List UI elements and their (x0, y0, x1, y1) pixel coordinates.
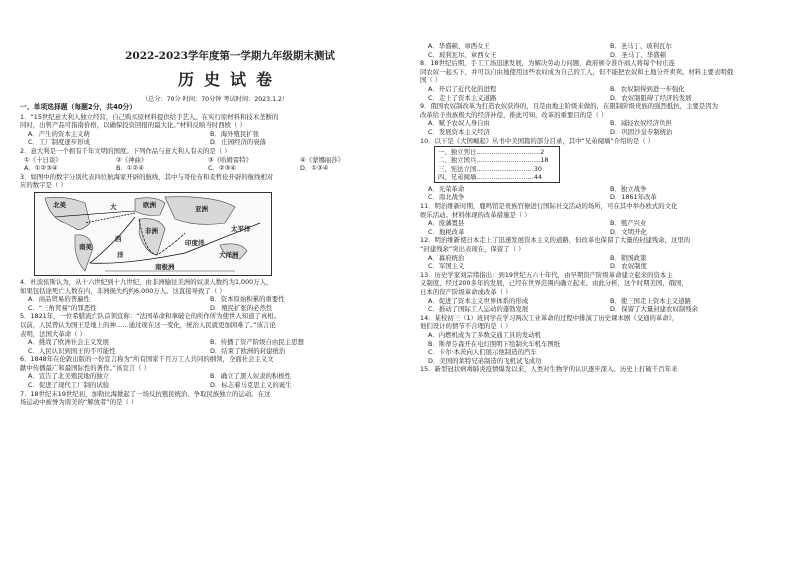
map-label: 南美 (79, 242, 92, 251)
toc-entry: 四、兄弟阋墙………………………44 (438, 172, 542, 181)
q2-choice: A．①②③④ (24, 164, 58, 173)
q11-option-d: D．文明开化 (610, 227, 647, 236)
q7-line: 场运动中被誉为南美的“解放者”的是（ ） (20, 398, 138, 407)
q11-line: 11．明治维新时期，鹿鸣馆是贵族官僚进行国际社交活动的场所，可在其中举办欧式的文化 (420, 202, 678, 211)
q8-option-b: B．农奴制得到进一步强化 (610, 84, 685, 93)
q14-option-c: C．卡尔·本茨向人们展示他制造的汽车 (428, 348, 537, 357)
q4-option-d: D．殖民扩张的必然性 (210, 303, 273, 312)
q5-option-d: D．结束了欧洲的封建统治 (210, 346, 286, 355)
q10-option-c: C．南北战争 (428, 193, 465, 202)
q11-option-c: C．地税改革 (428, 227, 465, 236)
q12-option-d: D．农奴制度 (610, 262, 647, 271)
q8-line: 国（ ） (420, 76, 442, 85)
q6-option-b: B．确立了黑人奴隶的积极性 (210, 372, 292, 381)
q4-line: 4．杜波依斯认为，从十六世纪到十九世纪，由非洲输往美洲的奴隶人数约为1,000万人， (20, 277, 273, 286)
map-label: 太平洋 (231, 224, 251, 233)
q4-option-a: A．商品贸易的普遍性 (28, 295, 90, 304)
q8-line: 同农奴一起买下，并可以自由地使用这些农奴成为自己的工人，但不能把农奴和土地分开卖卖。材料主要表明俄 (420, 67, 734, 76)
q12-line: “封建残余”突出表现在，保留了（ ） (420, 245, 525, 254)
q3-line: 应的数字是（ ） (20, 181, 67, 190)
q5-line: 5．1821年，一位希腊流亡队首领宣称：“法国革命和拿破仑的所作所为使世人知道了真相。 (20, 312, 281, 321)
q6-line: 6．1848年在伦敦出版的一份宣言称为“所有国家千百万工人共同的纲领，全面社会主义文 (20, 355, 274, 364)
q9-option-c: C．发展资本主义经济 (428, 127, 490, 136)
q8-option-a: A．开启了近代化的进程 (428, 84, 497, 93)
q1-option-a: A．产生的资本主义萌 (28, 129, 90, 138)
q8-option-d: D．农奴制阻碍了经济的发展 (610, 93, 692, 102)
q2-choice: D．①③④ (300, 164, 329, 173)
q13-option-b: B．使三国走上资本主义道路 (610, 296, 692, 305)
toc-entry: 二、独立国兵…………………………18 (438, 156, 549, 165)
q5-line: 表明，法国大革命（ ） (20, 329, 86, 338)
map-label: 印度洋 (185, 238, 205, 247)
q5-option-b: B．传播了资产阶级自由民主思想 (210, 338, 304, 347)
q12-option-c: C．军国主义 (428, 262, 465, 271)
q9-line: 改革给予贵族极大的经济补偿，推此可知，改革的重要目的是（ ） (420, 110, 608, 119)
toc-box (434, 146, 560, 183)
q6-line: 献中传播最广和最国际性的著作。”该宣言（ ） (20, 363, 150, 372)
subject-title: 历史试卷 (177, 70, 282, 89)
map-label: 亚洲 (195, 204, 208, 213)
q14-option-d: D．美国的莱特兄弟制造的飞机试飞成功 (428, 356, 542, 365)
q2-work: ④《蒙娜丽莎》 (300, 155, 345, 164)
toc-entry: 一、独立列日…………………………2 (438, 148, 545, 157)
exam-title: 2022-2023学年度第一学期九年级期末测试 (125, 50, 335, 62)
section-title: 一、单项选择题（每题2分，共40分） (20, 103, 137, 111)
q1-option-b: B．海外殖民扩张 (210, 129, 260, 138)
q4-option-b: B．资本原始积累的重要性 (210, 295, 285, 304)
map-label: 大 (110, 202, 117, 211)
q13-line: 日本的资产阶级革命或改革（ ） (420, 288, 512, 296)
q5-option-c: C．人民认识到国王的不可能性 (28, 346, 116, 355)
q5-option-a: A．挑战了欧洲社会主义发展 (28, 338, 110, 347)
q12-option-a: A．幕府统治 (428, 253, 465, 262)
q7-option-b: B．圣马丁、玻利瓦尔 (610, 42, 672, 50)
q3-line: 3．如图中的数字分别代表四位航海家开辟的航线，其中与哥伦布和麦哲伦开辟的航线相对 (20, 172, 274, 181)
q11-option-a: A．废藩置县 (428, 219, 465, 228)
map-label: 非洲 (145, 226, 158, 235)
q2-work: ①《十日谈》 (24, 155, 62, 164)
q8-option-c: C．走上了资本主义道路 (428, 93, 497, 102)
map-label: 洋 (117, 250, 124, 259)
q10-option-a: A．光荣革命 (428, 184, 465, 193)
q13-option-c: C．推动了国际工人运动的蓬勃发展 (428, 305, 529, 314)
q6-option-a: A．宣告了北美殖民地的独立 (28, 372, 110, 381)
q13-line: 义制度，经过200多年的发展，已经在世界范围内确立起来。由此分析，这个时期美国，俄国， (420, 279, 688, 288)
q2-choice: B．①②④ (116, 164, 144, 173)
q8-line: 8．18世纪后期，手工工场迅速发展，为解决劳动力问题，政府颁令准许商人将每个村庄连 (420, 59, 676, 68)
q14-line: 他们设计的情节不合理的是（ ） (420, 322, 512, 331)
toc-entry: 三、宪法立国………………………30 (438, 164, 542, 173)
q13-option-a: A．促进了资本主义世界体系的形成 (428, 296, 529, 305)
q15-line: 15．新型冠状病毒肺炎疫情爆发以来，人类对生物学的认识逐步深入。历史上打破千百年来 (420, 365, 678, 374)
q2-choice: C．②③④ (208, 164, 237, 173)
q1-line: 同时，出售产品可指南价格，以确保投资回报的最大化。”材料反映当时西欧（ ） (20, 121, 246, 130)
q7-option-c: C．玻利瓦尔、章西女王 (428, 50, 497, 59)
q7-line: 7．18世纪末19世纪初，加勒比海掀起了一场反抗殖民统治、争取民族独立的运动。在这 (20, 389, 271, 398)
q1-line: 1．“15世纪意大利人独立经营，自己购买原材料提供给手艺人。在实行原材料和技术垄断的 (20, 112, 279, 121)
map-label: 北美 (53, 200, 66, 209)
q2-line: 2．意大利是一个拥有千年文明的国度。下列作品与意大利人有关的是（ ） (20, 146, 231, 155)
q4-line: 如果包括途死亡人数在内，非洲损失约约6,000万人。这直接导致了（ ） (20, 286, 226, 295)
q4-option-c: C．“三角贸易”的罪恶性 (28, 303, 97, 312)
q7-option-d: D．圣马丁、华盛顿 (610, 50, 667, 59)
q14-option-a: A．内燃机成为了多数交通工具的发动机 (428, 330, 542, 339)
q7-option-a: A．华盛顿、章西女王 (428, 42, 490, 50)
q14-line: 14．某校初三（1）班同学在学习两次工业革命的过程中排演了历史课本剧《交通的革命》， (420, 313, 679, 322)
map-label: 欧洲 (143, 200, 156, 209)
q9-line: 9．俄国农奴制改革为打造农奴获得的，且是由地主阶级来做的，在限制阶级贵族的强烈抵抗，主要是因为 (420, 102, 719, 111)
q11-option-b: B．殖产兴业 (610, 219, 647, 228)
map-label: 西 (115, 234, 122, 243)
exam-meta: （总分：70分 时间：70分钟 考试时间：2023.1.2） (141, 96, 289, 103)
q9-option-b: B．减轻农奴经济负担 (610, 119, 672, 128)
q6-option-c: C．促进了现代工厂制的试验 (28, 381, 110, 390)
voyage-map (34, 192, 272, 276)
q14-option-b: B．斯蒂芬森开在电灯照明下绘制火车机车图纸 (428, 339, 561, 348)
q13-line: 13．历史学家刘宗绪指出：到19世纪五六十年代，由早期资产阶级革命建立起来的资本主 (420, 270, 673, 279)
q1-option-c: C．工厂制度逐步形成 (28, 138, 90, 147)
left-column (20, 103, 392, 407)
q10-option-b: B．独立战争 (610, 184, 647, 193)
q2-work: ③《哈姆雷特》 (208, 155, 253, 164)
q9-option-a: A．赋予农奴人身自由 (428, 119, 490, 128)
q12-line: 12．明治维新使日本走上了迅速发展资本主义的道路，但改革也保留了大量的封建残余，这里的 (420, 236, 691, 245)
q5-line: 以前，人民曾认为国王是地上的神……通过现在这一变化，统治人民就更加困难了。”该言论 (20, 320, 276, 329)
q10-line: 10．以下是《大国崛起》丛书中美国篇的部分目录，其中“兄弟阋墙”介绍的是（ ） (420, 136, 655, 145)
q1-option-d: D．庄园经济的衰落 (210, 138, 267, 147)
map-label: 南极洲 (155, 262, 175, 271)
q6-option-d: D．标志着马克思主义的诞生 (210, 381, 292, 390)
q9-option-d: D．巩固沙皇专制统治 (610, 127, 673, 136)
q11-line: 娱乐活动。材料体现的改革措施是（ ） (420, 210, 531, 219)
map-label: 大洋洲 (219, 250, 239, 259)
q10-option-d: D．1861年改革 (610, 193, 657, 202)
q12-option-b: B．锁国政策 (610, 253, 647, 262)
q2-work: ②《神曲》 (116, 155, 148, 164)
q13-option-d: D．保留了大量封建农奴制残余 (610, 305, 698, 314)
right-column (420, 42, 792, 374)
